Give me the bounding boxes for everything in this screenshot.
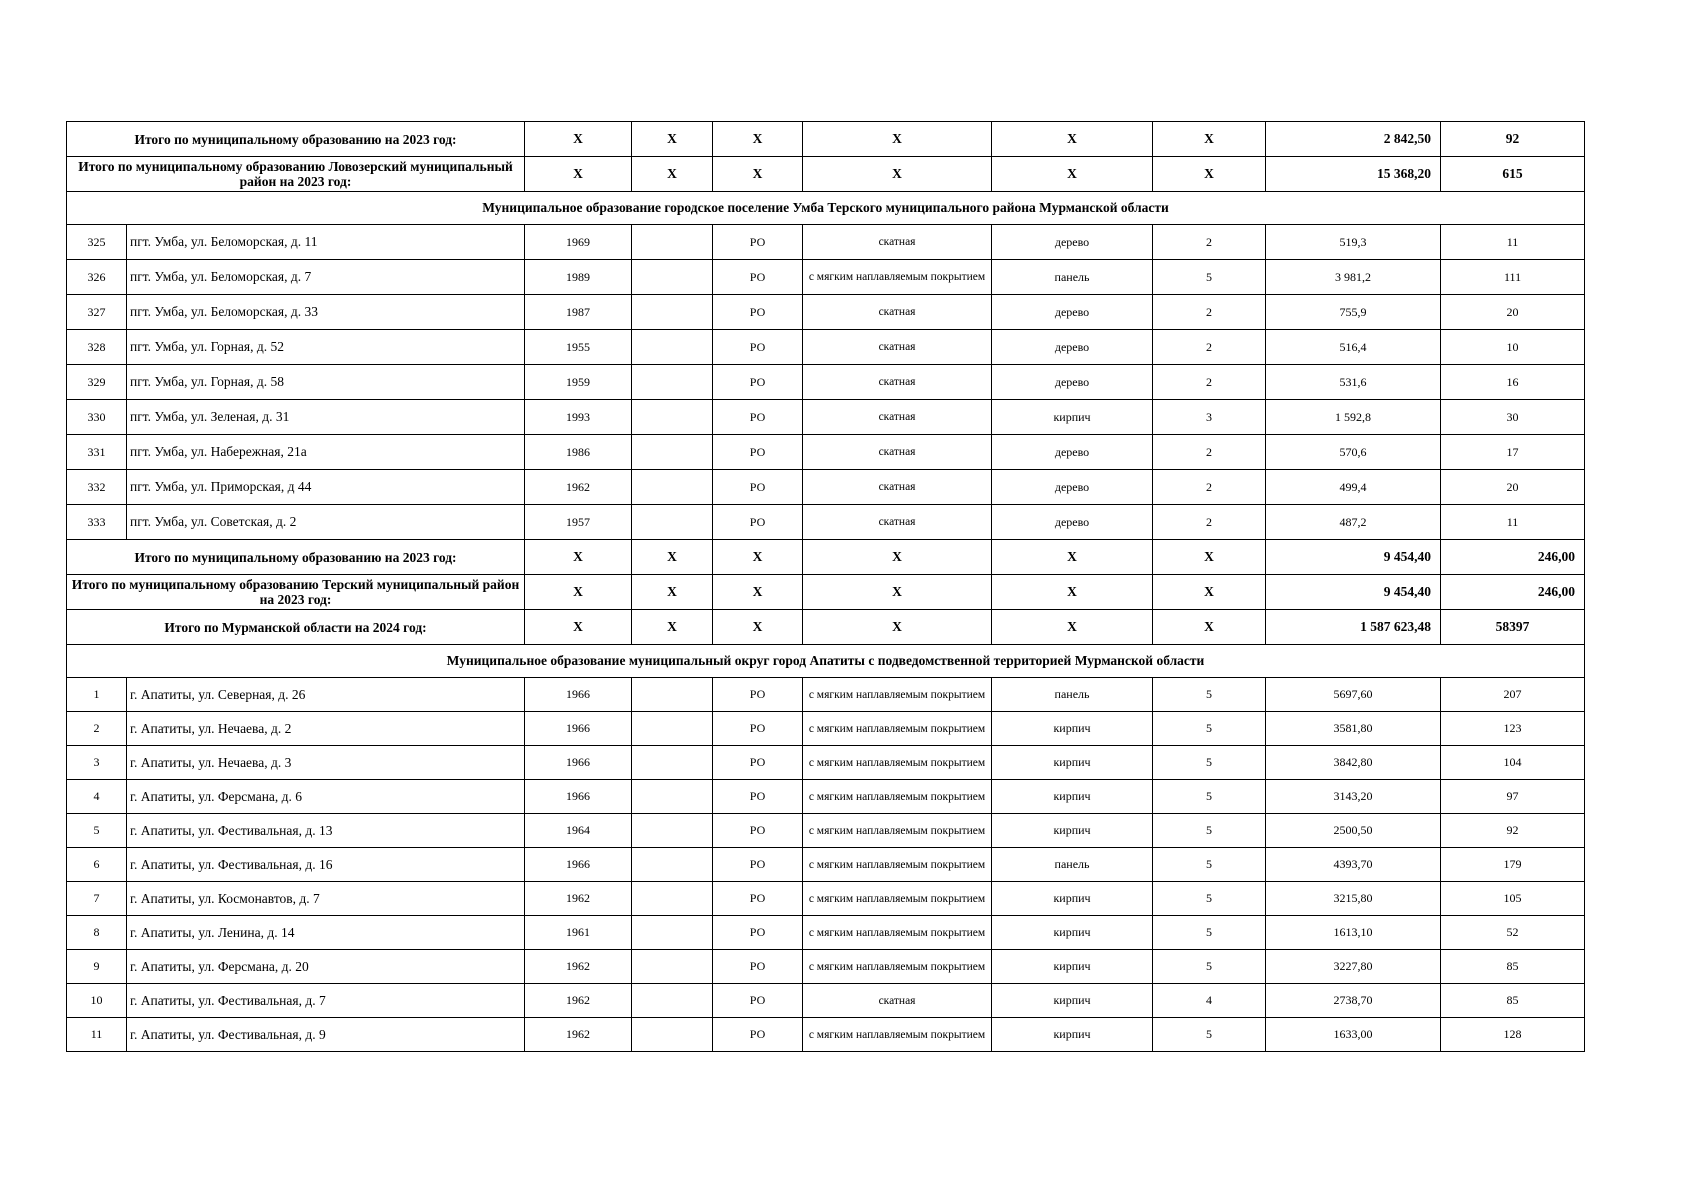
residents-cell: 123 xyxy=(1441,712,1585,746)
type-cell: РО xyxy=(713,260,803,295)
table-row xyxy=(67,295,1585,330)
row-number-cell: 8 xyxy=(67,916,127,950)
table-row xyxy=(67,225,1585,260)
area-cell: 1 592,8 xyxy=(1266,400,1441,435)
roof-cell: скатная xyxy=(803,470,992,505)
row-number-cell: 2 xyxy=(67,712,127,746)
roof-cell: с мягким наплавляемым покрытием xyxy=(803,746,992,780)
residents-cell: 97 xyxy=(1441,780,1585,814)
x-mark-cell: X xyxy=(992,122,1153,157)
residents-cell: 85 xyxy=(1441,984,1585,1018)
roof-cell: с мягким наплавляемым покрытием xyxy=(803,260,992,295)
table-row xyxy=(67,435,1585,470)
floors-cell: 4 xyxy=(1153,984,1266,1018)
total-residents-cell: 246,00 xyxy=(1441,540,1585,575)
type-cell: РО xyxy=(713,225,803,260)
wall-material-cell: дерево xyxy=(992,225,1153,260)
type-cell: РО xyxy=(713,330,803,365)
floors-cell: 2 xyxy=(1153,470,1266,505)
total-label-cell: Итого по муниципальному образованию Ловозерский муниципальный район на 2023 год: xyxy=(67,157,525,192)
floors-cell: 5 xyxy=(1153,1018,1266,1052)
x-mark-cell: X xyxy=(525,540,632,575)
year-cell: 1959 xyxy=(525,365,632,400)
roof-cell: скатная xyxy=(803,365,992,400)
x-mark-cell: X xyxy=(713,122,803,157)
type-cell: РО xyxy=(713,746,803,780)
type-cell: РО xyxy=(713,848,803,882)
wall-material-cell: кирпич xyxy=(992,1018,1153,1052)
residents-cell: 20 xyxy=(1441,295,1585,330)
address-cell: пгт. Умба, ул. Зеленая, д. 31 xyxy=(127,400,525,435)
type-cell: РО xyxy=(713,916,803,950)
floors-cell: 5 xyxy=(1153,848,1266,882)
roof-cell: скатная xyxy=(803,984,992,1018)
type-cell: РО xyxy=(713,814,803,848)
x-mark-cell: X xyxy=(632,610,713,645)
table-row xyxy=(67,882,1585,916)
residents-cell: 92 xyxy=(1441,814,1585,848)
area-cell: 1633,00 xyxy=(1266,1018,1441,1052)
address-cell: пгт. Умба, ул. Беломорская, д. 7 xyxy=(127,260,525,295)
type-cell: РО xyxy=(713,365,803,400)
wall-material-cell: дерево xyxy=(992,295,1153,330)
empty-cell xyxy=(632,984,713,1018)
total-area-cell: 1 587 623,48 xyxy=(1266,610,1441,645)
x-mark-cell: X xyxy=(803,157,992,192)
x-mark-cell: X xyxy=(803,122,992,157)
roof-cell: скатная xyxy=(803,330,992,365)
floors-cell: 2 xyxy=(1153,295,1266,330)
row-number-cell: 10 xyxy=(67,984,127,1018)
total-area-cell: 9 454,40 xyxy=(1266,540,1441,575)
wall-material-cell: панель xyxy=(992,848,1153,882)
type-cell: РО xyxy=(713,400,803,435)
total-label-cell: Итого по муниципальному образованию на 2023 год: xyxy=(67,122,525,157)
table-row xyxy=(67,916,1585,950)
wall-material-cell: панель xyxy=(992,260,1153,295)
row-number-cell: 327 xyxy=(67,295,127,330)
row-number-cell: 333 xyxy=(67,505,127,540)
year-cell: 1966 xyxy=(525,780,632,814)
floors-cell: 3 xyxy=(1153,400,1266,435)
floors-cell: 2 xyxy=(1153,330,1266,365)
total-residents-cell: 92 xyxy=(1441,122,1585,157)
section-title-cell: Муниципальное образование городское поселение Умба Терского муниципального района Мурманской области xyxy=(67,192,1585,225)
area-cell: 3143,20 xyxy=(1266,780,1441,814)
x-mark-cell: X xyxy=(713,575,803,610)
year-cell: 1955 xyxy=(525,330,632,365)
wall-material-cell: кирпич xyxy=(992,950,1153,984)
area-cell: 3842,80 xyxy=(1266,746,1441,780)
address-cell: г. Апатиты, ул. Фестивальная, д. 13 xyxy=(127,814,525,848)
area-cell: 531,6 xyxy=(1266,365,1441,400)
residents-cell: 10 xyxy=(1441,330,1585,365)
address-cell: пгт. Умба, ул. Приморская, д 44 xyxy=(127,470,525,505)
residents-cell: 30 xyxy=(1441,400,1585,435)
x-mark-cell: X xyxy=(632,540,713,575)
empty-cell xyxy=(632,950,713,984)
type-cell: РО xyxy=(713,984,803,1018)
floors-cell: 5 xyxy=(1153,678,1266,712)
year-cell: 1962 xyxy=(525,984,632,1018)
wall-material-cell: дерево xyxy=(992,365,1153,400)
wall-material-cell: кирпич xyxy=(992,916,1153,950)
x-mark-cell: X xyxy=(1153,157,1266,192)
roof-cell: с мягким наплавляемым покрытием xyxy=(803,848,992,882)
empty-cell xyxy=(632,814,713,848)
x-mark-cell: X xyxy=(1153,575,1266,610)
table-row xyxy=(67,780,1585,814)
roof-cell: скатная xyxy=(803,505,992,540)
floors-cell: 2 xyxy=(1153,505,1266,540)
x-mark-cell: X xyxy=(1153,540,1266,575)
empty-cell xyxy=(632,225,713,260)
table-row xyxy=(67,260,1585,295)
roof-cell: с мягким наплавляемым покрытием xyxy=(803,814,992,848)
area-cell: 1613,10 xyxy=(1266,916,1441,950)
type-cell: РО xyxy=(713,882,803,916)
table-row xyxy=(67,678,1585,712)
x-mark-cell: X xyxy=(992,575,1153,610)
area-cell: 516,4 xyxy=(1266,330,1441,365)
table-row xyxy=(67,1018,1585,1052)
type-cell: РО xyxy=(713,435,803,470)
floors-cell: 5 xyxy=(1153,260,1266,295)
total-label-cell: Итого по Мурманской области на 2024 год: xyxy=(67,610,525,645)
address-cell: г. Апатиты, ул. Ферсмана, д. 6 xyxy=(127,780,525,814)
wall-material-cell: дерево xyxy=(992,505,1153,540)
year-cell: 1966 xyxy=(525,678,632,712)
wall-material-cell: кирпич xyxy=(992,746,1153,780)
x-mark-cell: X xyxy=(803,575,992,610)
table-row xyxy=(67,848,1585,882)
table-row xyxy=(67,365,1585,400)
area-cell: 3 981,2 xyxy=(1266,260,1441,295)
address-cell: г. Апатиты, ул. Фестивальная, д. 16 xyxy=(127,848,525,882)
empty-cell xyxy=(632,295,713,330)
total-residents-cell: 246,00 xyxy=(1441,575,1585,610)
empty-cell xyxy=(632,260,713,295)
year-cell: 1986 xyxy=(525,435,632,470)
floors-cell: 5 xyxy=(1153,950,1266,984)
address-cell: г. Апатиты, ул. Ферсмана, д. 20 xyxy=(127,950,525,984)
floors-cell: 2 xyxy=(1153,225,1266,260)
table-row xyxy=(67,505,1585,540)
empty-cell xyxy=(632,365,713,400)
row-number-cell: 5 xyxy=(67,814,127,848)
area-cell: 570,6 xyxy=(1266,435,1441,470)
empty-cell xyxy=(632,435,713,470)
floors-cell: 5 xyxy=(1153,712,1266,746)
x-mark-cell: X xyxy=(632,157,713,192)
floors-cell: 5 xyxy=(1153,882,1266,916)
area-cell: 3581,80 xyxy=(1266,712,1441,746)
wall-material-cell: кирпич xyxy=(992,780,1153,814)
year-cell: 1964 xyxy=(525,814,632,848)
empty-cell xyxy=(632,678,713,712)
wall-material-cell: дерево xyxy=(992,330,1153,365)
table-row xyxy=(67,400,1585,435)
wall-material-cell: кирпич xyxy=(992,984,1153,1018)
roof-cell: с мягким наплавляемым покрытием xyxy=(803,678,992,712)
residents-cell: 128 xyxy=(1441,1018,1585,1052)
floors-cell: 5 xyxy=(1153,746,1266,780)
row-number-cell: 1 xyxy=(67,678,127,712)
area-cell: 519,3 xyxy=(1266,225,1441,260)
year-cell: 1962 xyxy=(525,950,632,984)
x-mark-cell: X xyxy=(992,540,1153,575)
roof-cell: скатная xyxy=(803,400,992,435)
table-row xyxy=(67,470,1585,505)
roof-cell: скатная xyxy=(803,225,992,260)
type-cell: РО xyxy=(713,678,803,712)
wall-material-cell: дерево xyxy=(992,435,1153,470)
address-cell: г. Апатиты, ул. Фестивальная, д. 7 xyxy=(127,984,525,1018)
year-cell: 1966 xyxy=(525,746,632,780)
x-mark-cell: X xyxy=(525,122,632,157)
empty-cell xyxy=(632,882,713,916)
residents-cell: 207 xyxy=(1441,678,1585,712)
wall-material-cell: панель xyxy=(992,678,1153,712)
floors-cell: 2 xyxy=(1153,365,1266,400)
address-cell: г. Апатиты, ул. Нечаева, д. 3 xyxy=(127,746,525,780)
section-header-row xyxy=(67,645,1585,678)
address-cell: г. Апатиты, ул. Нечаева, д. 2 xyxy=(127,712,525,746)
row-number-cell: 3 xyxy=(67,746,127,780)
housing-register-table xyxy=(66,121,1585,1052)
total-row xyxy=(67,610,1585,645)
address-cell: пгт. Умба, ул. Советская, д. 2 xyxy=(127,505,525,540)
area-cell: 755,9 xyxy=(1266,295,1441,330)
area-cell: 5697,60 xyxy=(1266,678,1441,712)
row-number-cell: 330 xyxy=(67,400,127,435)
residents-cell: 179 xyxy=(1441,848,1585,882)
residents-cell: 52 xyxy=(1441,916,1585,950)
x-mark-cell: X xyxy=(992,157,1153,192)
table-row xyxy=(67,984,1585,1018)
roof-cell: с мягким наплавляемым покрытием xyxy=(803,882,992,916)
roof-cell: с мягким наплавляемым покрытием xyxy=(803,950,992,984)
x-mark-cell: X xyxy=(1153,122,1266,157)
year-cell: 1966 xyxy=(525,712,632,746)
empty-cell xyxy=(632,780,713,814)
year-cell: 1993 xyxy=(525,400,632,435)
table-row xyxy=(67,330,1585,365)
area-cell: 2500,50 xyxy=(1266,814,1441,848)
empty-cell xyxy=(632,470,713,505)
residents-cell: 16 xyxy=(1441,365,1585,400)
residents-cell: 17 xyxy=(1441,435,1585,470)
row-number-cell: 329 xyxy=(67,365,127,400)
row-number-cell: 11 xyxy=(67,1018,127,1052)
type-cell: РО xyxy=(713,295,803,330)
x-mark-cell: X xyxy=(525,157,632,192)
wall-material-cell: кирпич xyxy=(992,400,1153,435)
address-cell: пгт. Умба, ул. Беломорская, д. 33 xyxy=(127,295,525,330)
empty-cell xyxy=(632,505,713,540)
residents-cell: 11 xyxy=(1441,505,1585,540)
type-cell: РО xyxy=(713,470,803,505)
x-mark-cell: X xyxy=(713,610,803,645)
x-mark-cell: X xyxy=(525,610,632,645)
residents-cell: 105 xyxy=(1441,882,1585,916)
x-mark-cell: X xyxy=(525,575,632,610)
total-residents-cell: 615 xyxy=(1441,157,1585,192)
area-cell: 2738,70 xyxy=(1266,984,1441,1018)
year-cell: 1961 xyxy=(525,916,632,950)
x-mark-cell: X xyxy=(803,540,992,575)
year-cell: 1962 xyxy=(525,470,632,505)
row-number-cell: 4 xyxy=(67,780,127,814)
area-cell: 499,4 xyxy=(1266,470,1441,505)
address-cell: пгт. Умба, ул. Горная, д. 58 xyxy=(127,365,525,400)
x-mark-cell: X xyxy=(632,575,713,610)
row-number-cell: 9 xyxy=(67,950,127,984)
row-number-cell: 6 xyxy=(67,848,127,882)
residents-cell: 11 xyxy=(1441,225,1585,260)
type-cell: РО xyxy=(713,505,803,540)
table-row xyxy=(67,950,1585,984)
total-area-cell: 2 842,50 xyxy=(1266,122,1441,157)
wall-material-cell: кирпич xyxy=(992,882,1153,916)
row-number-cell: 332 xyxy=(67,470,127,505)
year-cell: 1962 xyxy=(525,1018,632,1052)
total-residents-cell: 58397 xyxy=(1441,610,1585,645)
total-row xyxy=(67,575,1585,610)
table-row xyxy=(67,814,1585,848)
type-cell: РО xyxy=(713,780,803,814)
x-mark-cell: X xyxy=(632,122,713,157)
floors-cell: 2 xyxy=(1153,435,1266,470)
roof-cell: скатная xyxy=(803,295,992,330)
residents-cell: 111 xyxy=(1441,260,1585,295)
empty-cell xyxy=(632,330,713,365)
empty-cell xyxy=(632,848,713,882)
area-cell: 4393,70 xyxy=(1266,848,1441,882)
area-cell: 3215,80 xyxy=(1266,882,1441,916)
address-cell: пгт. Умба, ул. Горная, д. 52 xyxy=(127,330,525,365)
x-mark-cell: X xyxy=(713,540,803,575)
address-cell: пгт. Умба, ул. Набережная, 21а xyxy=(127,435,525,470)
section-header-row xyxy=(67,192,1585,225)
year-cell: 1969 xyxy=(525,225,632,260)
residents-cell: 20 xyxy=(1441,470,1585,505)
area-cell: 3227,80 xyxy=(1266,950,1441,984)
year-cell: 1957 xyxy=(525,505,632,540)
x-mark-cell: X xyxy=(713,157,803,192)
table-row xyxy=(67,712,1585,746)
row-number-cell: 325 xyxy=(67,225,127,260)
wall-material-cell: кирпич xyxy=(992,712,1153,746)
wall-material-cell: кирпич xyxy=(992,814,1153,848)
wall-material-cell: дерево xyxy=(992,470,1153,505)
table-body xyxy=(67,122,1585,1052)
empty-cell xyxy=(632,916,713,950)
area-cell: 487,2 xyxy=(1266,505,1441,540)
address-cell: г. Апатиты, ул. Северная, д. 26 xyxy=(127,678,525,712)
total-row xyxy=(67,157,1585,192)
total-row xyxy=(67,540,1585,575)
roof-cell: с мягким наплавляемым покрытием xyxy=(803,780,992,814)
total-area-cell: 9 454,40 xyxy=(1266,575,1441,610)
row-number-cell: 328 xyxy=(67,330,127,365)
year-cell: 1966 xyxy=(525,848,632,882)
type-cell: РО xyxy=(713,950,803,984)
address-cell: пгт. Умба, ул. Беломорская, д. 11 xyxy=(127,225,525,260)
floors-cell: 5 xyxy=(1153,916,1266,950)
table-row xyxy=(67,746,1585,780)
row-number-cell: 326 xyxy=(67,260,127,295)
empty-cell xyxy=(632,712,713,746)
x-mark-cell: X xyxy=(803,610,992,645)
total-label-cell: Итого по муниципальному образованию Терский муниципальный район на 2023 год: xyxy=(67,575,525,610)
row-number-cell: 331 xyxy=(67,435,127,470)
residents-cell: 104 xyxy=(1441,746,1585,780)
year-cell: 1987 xyxy=(525,295,632,330)
roof-cell: скатная xyxy=(803,435,992,470)
address-cell: г. Апатиты, ул. Космонавтов, д. 7 xyxy=(127,882,525,916)
type-cell: РО xyxy=(713,712,803,746)
roof-cell: с мягким наплавляемым покрытием xyxy=(803,1018,992,1052)
total-label-cell: Итого по муниципальному образованию на 2023 год: xyxy=(67,540,525,575)
floors-cell: 5 xyxy=(1153,814,1266,848)
type-cell: РО xyxy=(713,1018,803,1052)
empty-cell xyxy=(632,400,713,435)
total-area-cell: 15 368,20 xyxy=(1266,157,1441,192)
empty-cell xyxy=(632,1018,713,1052)
total-row xyxy=(67,122,1585,157)
roof-cell: с мягким наплавляемым покрытием xyxy=(803,712,992,746)
section-title-cell: Муниципальное образование муниципальный округ город Апатиты с подведомственной территорией Мурманской области xyxy=(67,645,1585,678)
year-cell: 1989 xyxy=(525,260,632,295)
row-number-cell: 7 xyxy=(67,882,127,916)
roof-cell: с мягким наплавляемым покрытием xyxy=(803,916,992,950)
empty-cell xyxy=(632,746,713,780)
x-mark-cell: X xyxy=(1153,610,1266,645)
address-cell: г. Апатиты, ул. Ленина, д. 14 xyxy=(127,916,525,950)
x-mark-cell: X xyxy=(992,610,1153,645)
floors-cell: 5 xyxy=(1153,780,1266,814)
residents-cell: 85 xyxy=(1441,950,1585,984)
address-cell: г. Апатиты, ул. Фестивальная, д. 9 xyxy=(127,1018,525,1052)
year-cell: 1962 xyxy=(525,882,632,916)
